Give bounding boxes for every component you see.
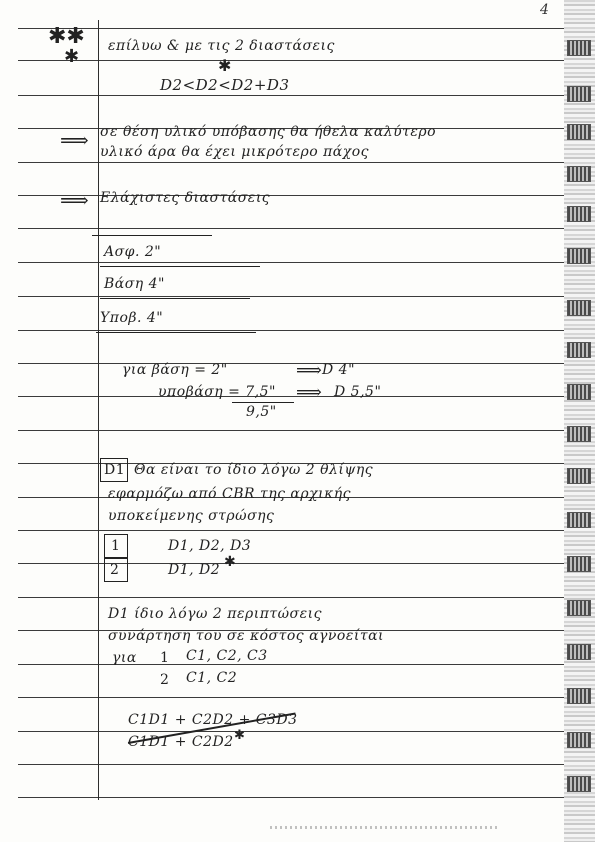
- arrow-mark: ⟹: [296, 360, 323, 381]
- handwritten-line: συνάρτηση του σε κόστος αγνοείται: [108, 628, 385, 644]
- rule-line: [18, 797, 566, 798]
- handwritten-line: D1 ίδιο λόγω 2 περιπτώσεις: [108, 606, 322, 622]
- rule-line: [18, 162, 566, 163]
- case-2: C1, C2: [186, 670, 238, 686]
- underline: [100, 298, 250, 299]
- rule-line: [18, 60, 566, 61]
- spiral-coil: [567, 206, 591, 222]
- star-mark: ✱: [64, 46, 80, 67]
- spiral-coil: [567, 732, 591, 748]
- rule-line: [18, 731, 566, 732]
- handwritten-line: για: [112, 650, 137, 666]
- spiral-coil: [567, 124, 591, 140]
- spiral-coil: [567, 86, 591, 102]
- page-number: 4: [540, 2, 549, 18]
- handwritten-line: σε θέση υλικό υπόβασης θα ήθελα καλύτερο: [100, 124, 437, 140]
- star-mark: ✱: [218, 56, 232, 75]
- rule-line: [18, 396, 566, 397]
- arrow-mark: ⟹: [60, 188, 90, 212]
- spiral-coil: [567, 512, 591, 528]
- star-mark: ✱: [224, 554, 236, 570]
- rule-line: [18, 228, 566, 229]
- case-1: C1, C2, C3: [186, 648, 268, 664]
- calc-subbase: υποβάση = 7,5": [158, 384, 276, 400]
- spiral-coil: [567, 468, 591, 484]
- spiral-coil: [567, 600, 591, 616]
- rule-line: [18, 363, 566, 364]
- calc-total: 9,5": [246, 404, 277, 420]
- option-number: 2: [110, 562, 120, 578]
- case-number: 1: [160, 650, 170, 666]
- underline: [232, 402, 294, 403]
- spiral-coil: [567, 40, 591, 56]
- star-mark: ✱: [234, 728, 245, 743]
- calc-base: για βάση = 2": [122, 362, 228, 378]
- handwritten-line: υλικό άρα θα έχει μικρότερο πάχος: [100, 144, 370, 160]
- calc-base-result: D 4": [322, 362, 356, 378]
- rule-line: [18, 330, 566, 331]
- rule-line: [18, 530, 566, 531]
- formula-2: C1D1 + C2D2: [128, 734, 234, 750]
- case-number: 2: [160, 672, 170, 688]
- arrow-mark: ⟹: [296, 382, 323, 403]
- rule-line: [18, 28, 566, 29]
- thickness-subbase: Υποβ. 4": [100, 310, 164, 326]
- handwritten-line: Θα είναι το ίδιο λόγω 2 θλίψης: [134, 462, 374, 478]
- spiral-coil: [567, 688, 591, 704]
- handwritten-line: εφαρμόζω από CBR της αρχικής: [108, 486, 351, 502]
- spiral-coil: [567, 342, 591, 358]
- spiral-coil: [567, 776, 591, 792]
- rule-line: [18, 95, 566, 96]
- spiral-coil: [567, 166, 591, 182]
- rule-line: [18, 430, 566, 431]
- margin-line: [98, 20, 99, 800]
- rule-line: [18, 597, 566, 598]
- handwritten-formula: D2<D2<D2+D3: [160, 76, 290, 94]
- rule-line: [18, 262, 566, 263]
- handwritten-line: υποκείμενης στρώσης: [108, 508, 275, 524]
- option-1: D1, D2, D3: [168, 538, 252, 554]
- rule-line: [18, 296, 566, 297]
- handwritten-line: επίλυω & με τις 2 διαστάσεις: [108, 38, 335, 54]
- rule-line: [18, 563, 566, 564]
- handwritten-line: Ελάχιστες διαστάσεις: [100, 190, 271, 206]
- rule-line: [18, 764, 566, 765]
- spiral-coil: [567, 384, 591, 400]
- spiral-coil: [567, 426, 591, 442]
- star-mark: ✱✱: [48, 24, 85, 49]
- formula-1: C1D1 + C2D2 + C3D3: [128, 712, 298, 728]
- spiral-coil: [567, 300, 591, 316]
- rule-line: [18, 697, 566, 698]
- arrow-mark: ⟹: [60, 128, 90, 152]
- calc-subbase-result: D 5,5": [334, 384, 382, 400]
- label-d1: D1: [104, 462, 126, 478]
- underline: [96, 332, 256, 333]
- spiral-coil: [567, 644, 591, 660]
- underline: [100, 266, 260, 267]
- scan-artifact: [270, 826, 500, 829]
- spiral-coil: [567, 556, 591, 572]
- thickness-asphalt: Ασφ. 2": [104, 244, 162, 260]
- option-2: D1, D2: [168, 562, 221, 578]
- underline: [92, 235, 212, 236]
- option-number: 1: [111, 538, 121, 554]
- spiral-coil: [567, 248, 591, 264]
- thickness-base: Βάση 4": [104, 276, 165, 292]
- rule-line: [18, 664, 566, 665]
